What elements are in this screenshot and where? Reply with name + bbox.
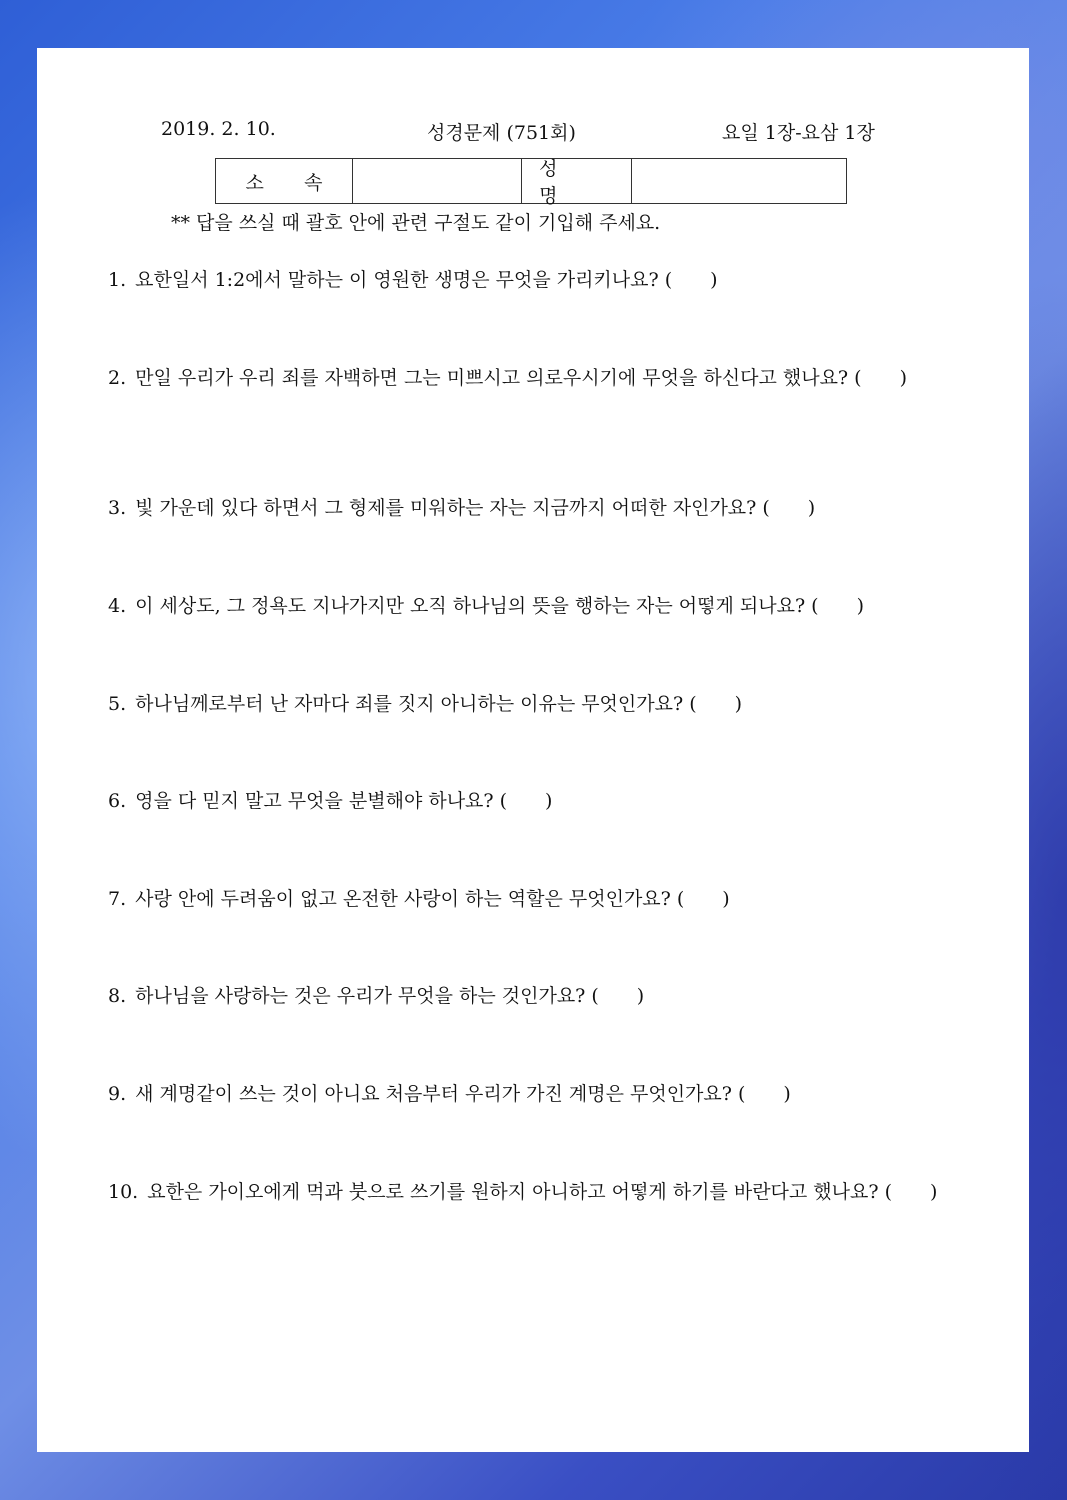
question-number: 8. — [108, 985, 127, 1007]
question-number: 1. — [108, 269, 127, 291]
question-number: 10. — [108, 1181, 139, 1203]
name-label: 성 명 — [522, 159, 632, 203]
question-text: 요한은 가이오에게 먹과 붓으로 쓰기를 원하지 아니하고 어떻게 하기를 바란다고 했나요? ( ) — [147, 1181, 938, 1203]
question-item — [108, 688, 960, 720]
question-item — [108, 785, 960, 817]
affiliation-field[interactable] — [353, 159, 522, 203]
question-item — [108, 1176, 960, 1208]
instruction-note: ** 답을 쓰실 때 괄호 안에 관련 구절도 같이 기입해 주세요. — [171, 212, 661, 234]
question-text: 영을 다 믿지 말고 무엇을 분별해야 하나요? ( ) — [135, 790, 553, 812]
question-text: 새 계명같이 쓰는 것이 아니요 처음부터 우리가 가진 계명은 무엇인가요? ( ) — [135, 1083, 791, 1105]
question-number: 2. — [108, 367, 127, 389]
question-number: 7. — [108, 888, 127, 910]
question-text: 요한일서 1:2에서 말하는 이 영원한 생명은 무엇을 가리키나요? ( ) — [135, 269, 718, 291]
question-text: 이 세상도, 그 정욕도 지나가지만 오직 하나님의 뜻을 행하는 자는 어떻게 되나요? ( ) — [135, 595, 864, 617]
question-item — [108, 264, 960, 296]
question-item — [108, 1078, 960, 1110]
question-number: 6. — [108, 790, 127, 812]
question-item — [108, 883, 960, 915]
question-item — [108, 590, 960, 622]
header — [37, 118, 1029, 148]
question-number: 5. — [108, 693, 127, 715]
question-text: 빛 가운데 있다 하면서 그 형제를 미워하는 자는 지금까지 어떠한 자인가요? ( ) — [135, 497, 816, 519]
question-number: 9. — [108, 1083, 127, 1105]
worksheet-page — [37, 48, 1029, 1452]
header-title: 성경문제 (751회) — [427, 122, 576, 144]
affiliation-label: 소 속 — [216, 159, 353, 203]
question-item — [108, 492, 960, 524]
header-range: 요일 1장-요삼 1장 — [722, 122, 875, 144]
question-text: 하나님께로부터 난 자마다 죄를 짓지 아니하는 이유는 무엇인가요? ( ) — [135, 693, 743, 715]
question-item — [108, 362, 960, 394]
name-field[interactable] — [632, 159, 846, 203]
info-table — [215, 158, 847, 207]
header-date: 2019. 2. 10. — [161, 118, 276, 140]
question-text: 하나님을 사랑하는 것은 우리가 무엇을 하는 것인가요? ( ) — [135, 985, 645, 1007]
question-item — [108, 980, 960, 1012]
question-number: 3. — [108, 497, 127, 519]
question-number: 4. — [108, 595, 127, 617]
question-text: 사랑 안에 두려움이 없고 온전한 사랑이 하는 역할은 무엇인가요? ( ) — [135, 888, 730, 910]
question-text: 만일 우리가 우리 죄를 자백하면 그는 미쁘시고 의로우시기에 무엇을 하신다고 했나요? ( ) — [135, 367, 907, 389]
